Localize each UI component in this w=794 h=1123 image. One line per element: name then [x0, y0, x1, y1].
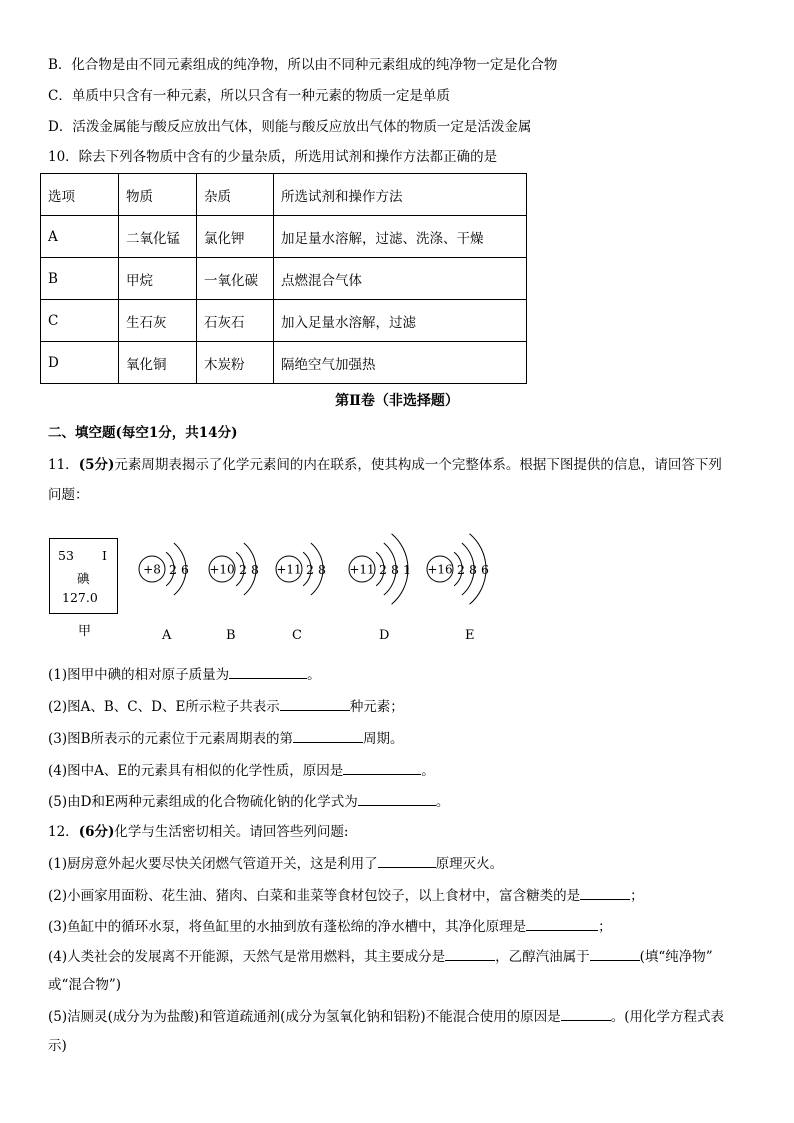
- question-number: 11．: [48, 457, 79, 473]
- part-2-title: 二、填空题(每空1分，共14分): [48, 425, 238, 441]
- table-header: 杂质: [197, 174, 274, 216]
- element-name: 碘: [77, 571, 90, 586]
- q12-sub-5-cont: 示): [48, 1038, 67, 1054]
- sub-text: 。: [435, 794, 450, 810]
- answer-blank[interactable]: [561, 1006, 611, 1021]
- electron-count: 8: [469, 562, 477, 577]
- table-cell: C: [41, 300, 119, 342]
- question-11: [48, 456, 722, 474]
- sub-text: (5)洁厕灵(成分为为盐酸)和管道疏通剂(成分为氢氧化钠和铝粉)不能混合使用的原因是: [48, 1009, 561, 1025]
- table-cell: 木炭粉: [197, 342, 274, 384]
- sub-text: 原理灭火。: [435, 856, 504, 872]
- sub-text: (4)人类社会的发展离不开能源，天然气是常用燃料，其主要成分是: [48, 949, 446, 965]
- table-cell: 隔绝空气加强热: [274, 342, 527, 384]
- sub-text: (填“纯净物”: [639, 949, 713, 965]
- table-cell: D: [41, 342, 119, 384]
- table-header: 选项: [41, 174, 119, 216]
- atomic-structure-diagrams: [0, 520, 794, 650]
- sub-text: ；: [598, 919, 612, 935]
- question-12: [48, 823, 348, 841]
- atom-diagram-c: [276, 543, 326, 595]
- answer-blank[interactable]: [280, 696, 350, 711]
- question-score: (6分): [78, 824, 115, 840]
- sub-text: 种元素；: [349, 699, 404, 715]
- q11-sub-1: [48, 664, 321, 684]
- sub-text: (2)小画家用面粉、花生油、猪肉、白菜和韭菜等食材包饺子，以上食材中，富含糖类的是: [48, 888, 581, 904]
- table-row: [41, 216, 527, 258]
- table-row: [41, 258, 527, 300]
- sub-text: 。: [421, 763, 435, 779]
- table-cell: B: [41, 258, 119, 300]
- table-cell: 一氧化碳: [197, 258, 274, 300]
- atom-label: C: [292, 628, 302, 643]
- table-cell: 石灰石: [197, 300, 274, 342]
- q12-sub-3: [48, 916, 612, 936]
- table-cell: A: [41, 216, 119, 258]
- table-cell: 甲烷: [119, 258, 197, 300]
- q11-sub-4: [48, 760, 435, 780]
- table-cell: 二氧化锰: [119, 216, 197, 258]
- sub-text: 。: [307, 667, 321, 683]
- electron-count: 8: [251, 562, 259, 577]
- atom-label: B: [226, 628, 236, 643]
- table-cell: 加入足量水溶解，过滤: [274, 300, 527, 342]
- sub-text: (5)由D和E两种元素组成的化合物硫化钠的化学式为: [48, 794, 358, 810]
- table-header-row: [41, 174, 527, 216]
- q11-sub-2: [48, 696, 404, 716]
- answer-blank[interactable]: [526, 916, 598, 931]
- question-10: 10．除去下列各物质中含有的少量杂质，所选用试剂和操作方法都正确的是: [48, 149, 498, 165]
- answer-blank[interactable]: [378, 853, 436, 868]
- answer-blank[interactable]: [445, 946, 495, 961]
- sub-text: (2)图A、B、C、D、E所示粒子共表示: [48, 699, 280, 715]
- table-row: [41, 342, 527, 384]
- electron-count: 8: [391, 562, 399, 577]
- q11-sub-3: [48, 728, 404, 748]
- option-c: C．单质中只含有一种元素，所以只含有一种元素的物质一定是单质: [48, 88, 450, 104]
- element-symbol: I: [102, 548, 107, 563]
- sub-text: 周期。: [363, 731, 404, 747]
- answer-blank[interactable]: [229, 664, 307, 679]
- sub-text: 。(用化学方程式表: [610, 1009, 724, 1025]
- electron-count: 6: [481, 562, 489, 577]
- answer-blank[interactable]: [343, 760, 421, 775]
- nucleus-charge: +11: [349, 562, 375, 577]
- table-header: 所选试剂和操作方法: [274, 174, 527, 216]
- electron-count: 2: [306, 562, 314, 577]
- nucleus-charge: +16: [427, 562, 453, 577]
- electron-count: 6: [181, 562, 189, 577]
- table-cell: 加足量水溶解，过滤、洗涤、干燥: [274, 216, 527, 258]
- sub-text: (3)图B所表示的元素位于元素周期表的第: [48, 731, 294, 747]
- atom-diagram-b: [209, 543, 259, 595]
- atom-diagram-d: [349, 534, 411, 604]
- q11-sub-5: [48, 791, 449, 811]
- sub-text: ，乙醇汽油属于: [495, 949, 590, 965]
- electron-count: 2: [379, 562, 387, 577]
- sub-text: (3)鱼缸中的循环水泵，将鱼缸里的水抽到放有蓬松绵的净水槽中，其净化原理是: [48, 919, 527, 935]
- electron-count: 1: [403, 562, 411, 577]
- atom-label: E: [465, 628, 475, 643]
- question-11-cont: 问题：: [48, 487, 89, 503]
- table-cell: 生石灰: [119, 300, 197, 342]
- sub-text: ；: [630, 888, 644, 904]
- answer-blank[interactable]: [358, 791, 436, 806]
- q12-sub-4-cont: 或“混合物”): [48, 977, 122, 993]
- atom-label: D: [379, 628, 390, 643]
- atom-diagram-a: [139, 543, 189, 595]
- nucleus-charge: +11: [276, 562, 302, 577]
- q12-sub-1: [48, 853, 503, 873]
- answer-blank[interactable]: [580, 885, 630, 900]
- question-text: 元素周期表揭示了化学元素间的内在联系，使其构成一个完整体系。根据下图提供的信息，请回答下列: [114, 457, 722, 473]
- electron-count: 2: [239, 562, 247, 577]
- question-number: 12．: [48, 824, 79, 840]
- sub-text: (4)图中A、E的元素具有相似的化学性质，原因是: [48, 763, 344, 779]
- section-title: 第Ⅱ卷（非选择题）: [335, 393, 459, 409]
- question-text: 化学与生活密切相关。请回答些列问题:: [114, 824, 349, 840]
- sub-text: (1)厨房意外起火要尽快关闭燃气管道开关，这是利用了: [48, 856, 378, 872]
- nucleus-charge: +10: [209, 562, 235, 577]
- atom-label: A: [162, 628, 172, 643]
- electron-count: 2: [457, 562, 465, 577]
- electron-count: 8: [318, 562, 326, 577]
- q12-sub-5: [48, 1006, 724, 1026]
- table-cell: 氯化钾: [197, 216, 274, 258]
- option-b: B．化合物是由不同元素组成的纯净物，所以由不同种元素组成的纯净物一定是化合物: [48, 57, 558, 73]
- element-cell-label: 甲: [78, 624, 92, 639]
- table-cell: 点燃混合气体: [274, 258, 527, 300]
- atomic-number: 53: [58, 548, 74, 563]
- option-d: D．活泼金属能与酸反应放出气体，则能与酸反应放出气体的物质一定是活泼金属: [48, 119, 532, 135]
- question-10-table: [40, 173, 527, 384]
- answer-blank[interactable]: [293, 728, 363, 743]
- nucleus-charge: +8: [143, 562, 161, 577]
- electron-count: 2: [169, 562, 177, 577]
- atomic-mass: 127.0: [62, 590, 98, 605]
- table-row: [41, 300, 527, 342]
- table-cell: 氧化铜: [119, 342, 197, 384]
- question-score: (5分): [78, 457, 115, 473]
- sub-text: (1)图甲中碘的相对原子质量为: [48, 667, 230, 683]
- answer-blank[interactable]: [590, 946, 640, 961]
- table-header: 物质: [119, 174, 197, 216]
- q12-sub-4: [48, 946, 713, 966]
- atom-diagram-e: [427, 534, 489, 604]
- q12-sub-2: [48, 885, 644, 905]
